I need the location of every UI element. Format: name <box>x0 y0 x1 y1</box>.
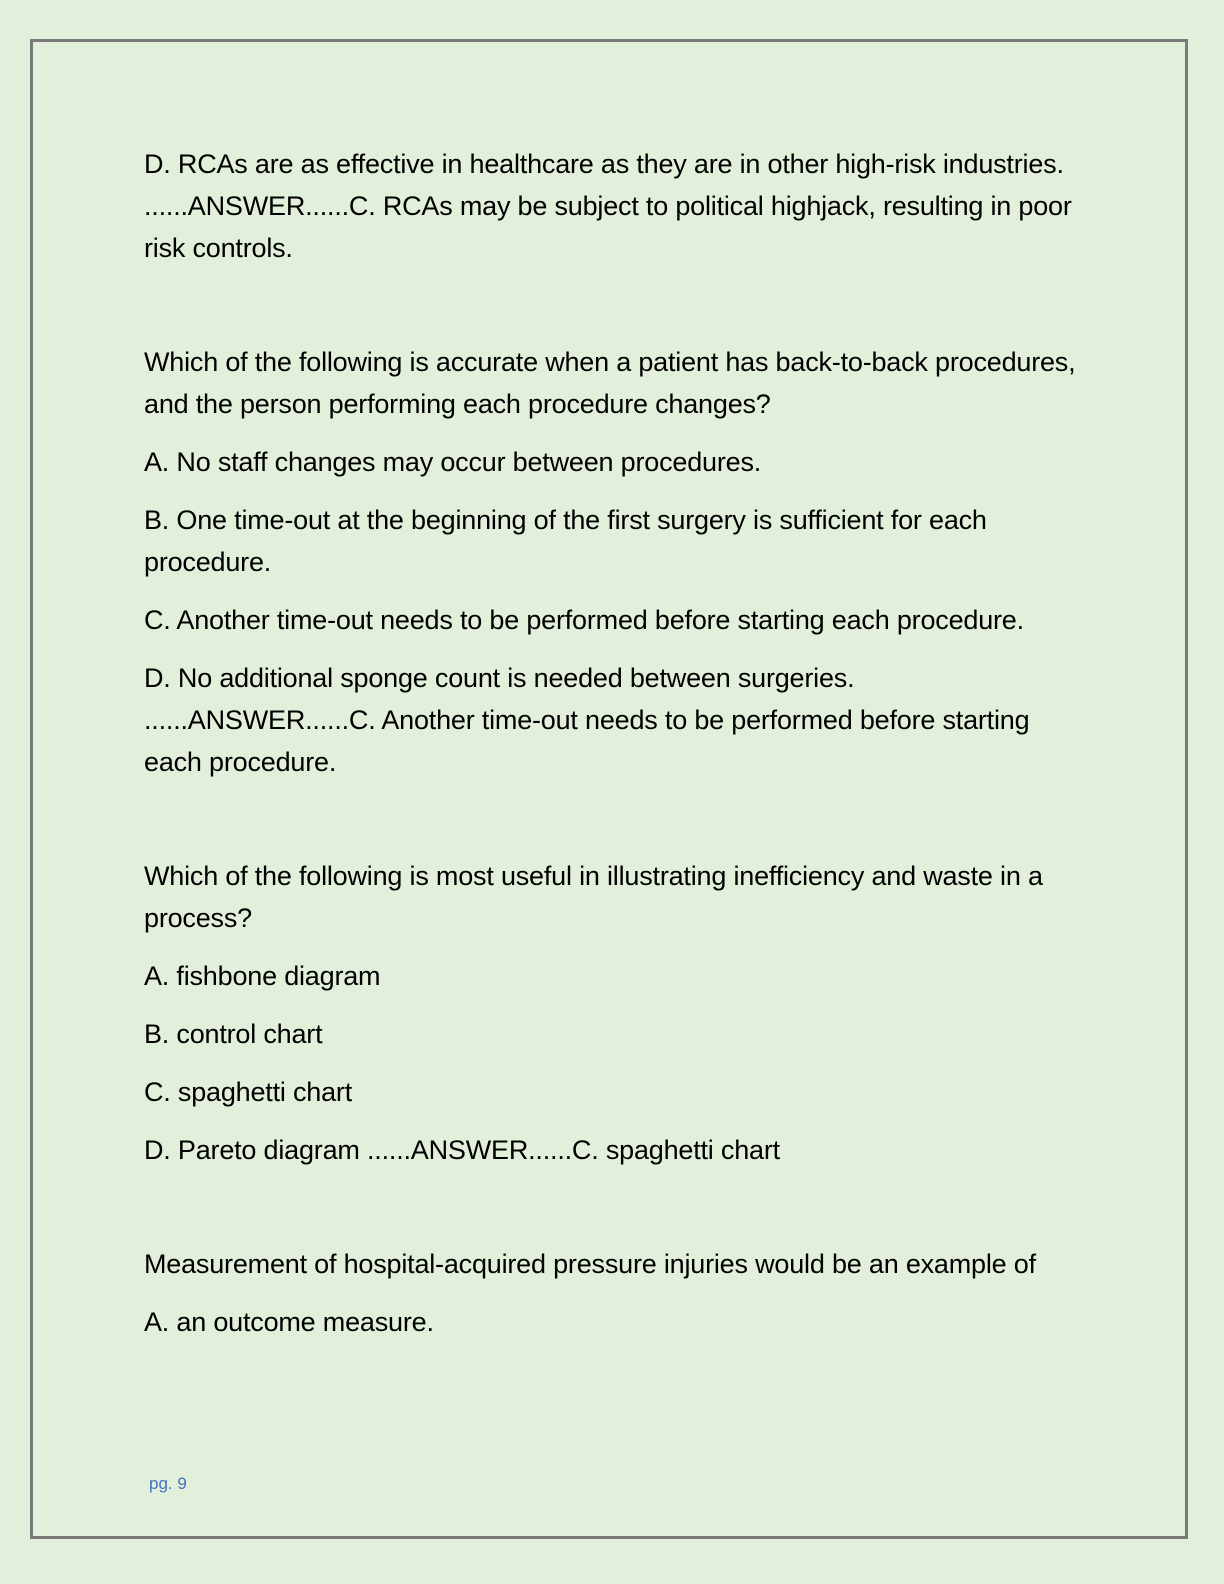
page-number: pg. 9 <box>149 1474 187 1493</box>
option-paragraph: C. Another time-out needs to be performed before starting each procedure. <box>144 605 1024 635</box>
option-answer-paragraph: D. No additional sponge count is needed between surgeries. ......ANSWER......C. Another time-out needs to be performed before starting each procedure. <box>144 663 1030 777</box>
option-paragraph: A. an outcome measure. <box>144 1307 434 1337</box>
option-paragraph: A. fishbone diagram <box>144 961 381 991</box>
option-answer-paragraph: D. Pareto diagram ......ANSWER......C. spaghetti chart <box>144 1135 780 1165</box>
question-paragraph: Which of the following is most useful in illustrating inefficiency and waste in a process? <box>144 861 1043 933</box>
question-paragraph: Measurement of hospital-acquired pressure injuries would be an example of <box>144 1249 1036 1279</box>
option-paragraph: B. One time-out at the beginning of the first surgery is sufficient for each procedure. <box>144 505 987 577</box>
option-paragraph: C. spaghetti chart <box>144 1077 353 1107</box>
question-paragraph: Which of the following is accurate when a patient has back-to-back procedures, and the person performing each procedure changes? <box>144 347 1076 419</box>
option-paragraph: A. No staff changes may occur between procedures. <box>144 447 762 477</box>
document-body <box>144 143 1084 1343</box>
option-paragraph: B. control chart <box>144 1019 323 1049</box>
answer-paragraph: D. RCAs are as effective in healthcare as they are in other high-risk industries. ......ANSWER......C. RCAs may be subject to political highjack, resulting in poor risk controls. <box>144 149 1072 263</box>
